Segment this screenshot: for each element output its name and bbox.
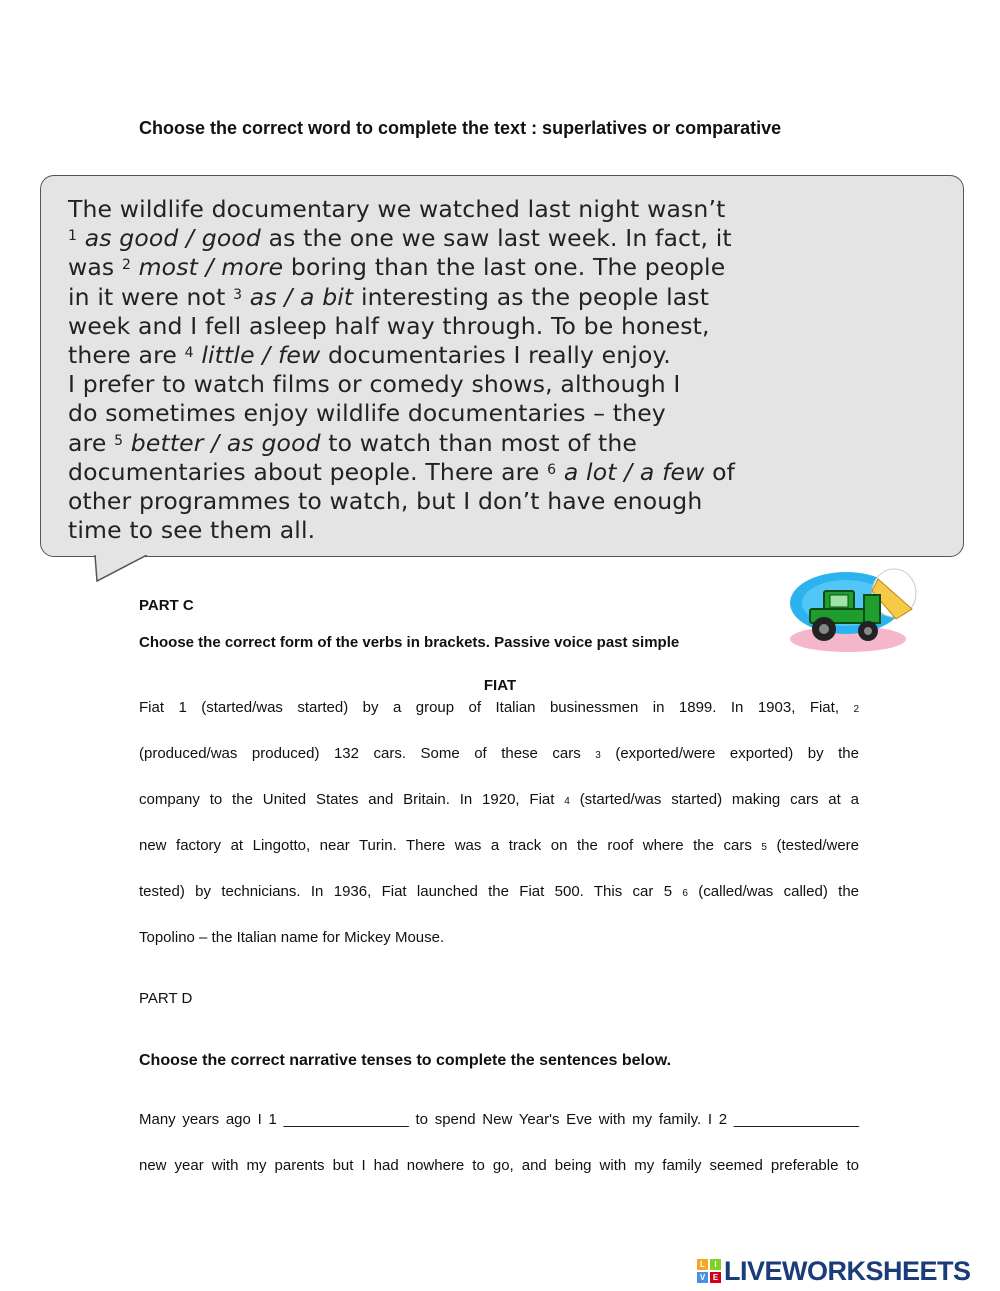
text-segment: to watch than most of the [328, 428, 637, 457]
gap-number: 3 [233, 286, 243, 303]
bubble-line [68, 341, 958, 370]
text-segment: other programmes to watch, but I don’t have enough [68, 487, 703, 516]
text-segment: are [68, 428, 107, 457]
bubble-text [68, 195, 958, 545]
gap-number: 5 [761, 842, 767, 853]
paragraph-line [139, 869, 859, 915]
speech-bubble-tail [92, 555, 152, 585]
text-segment: Fiat 1 (started/was started) by a group of Italian businessmen in 1899. In 1903, Fiat, [139, 699, 839, 716]
text-segment: do sometimes enjoy wildlife documentaries – they [68, 399, 666, 428]
bubble-line [68, 487, 958, 516]
paragraph-line: Many years ago I 1 _______________ to spend New Year's Eve with my family. I 2 _______________ [139, 1111, 859, 1128]
gap-number: 1 [68, 228, 78, 245]
text-segment: time to see them all. [68, 516, 316, 545]
gap-number: 4 [184, 345, 194, 362]
bubble-line [68, 224, 958, 253]
bubble-line [68, 283, 958, 312]
text-segment: of [712, 457, 736, 486]
logo-mark [697, 1259, 721, 1283]
top-instruction: Choose the correct word to complete the text : superlatives or comparative [139, 118, 782, 138]
fiat-title: FIAT [483, 677, 517, 694]
bubble-line [68, 458, 958, 487]
part-d-label: PART D [139, 990, 193, 1007]
paragraph-line [139, 777, 859, 823]
text-segment: I prefer to watch films or comedy shows, although I [68, 370, 681, 399]
text-segment: in it were not [68, 282, 226, 311]
paragraph-line [139, 915, 859, 961]
liveworksheets-logo [697, 1256, 971, 1286]
text-segment: documentaries about people. There are [68, 457, 540, 486]
text-segment: tested) by technicians. In 1936, Fiat launched the Fiat 500. This car 5 [139, 883, 673, 900]
part-c-label: PART C [139, 597, 194, 614]
choice-option[interactable]: a lot / a few [563, 457, 705, 486]
part-d-instruction: Choose the correct narrative tenses to complete the sentences below. [139, 1052, 672, 1069]
text-segment: documentaries I really enjoy. [328, 341, 671, 370]
paragraph-line [139, 731, 859, 777]
text-segment: company to the United States and Britain. In 1920, Fiat [139, 791, 555, 808]
gap-number: 5 [114, 432, 124, 449]
text-segment: as the one we saw last week. In fact, it [268, 224, 732, 253]
fiat-paragraph [139, 685, 859, 961]
text-segment: (exported/were exported) by the [615, 745, 859, 762]
part-c-instruction: Choose the correct form of the verbs in brackets. Passive voice past simple [139, 634, 680, 651]
bubble-line [68, 195, 958, 224]
choice-option[interactable]: as / a bit [249, 282, 354, 311]
choice-option[interactable]: most / more [138, 253, 284, 282]
bubble-line [68, 399, 958, 428]
gap-number: 2 [121, 257, 132, 274]
text-segment: (produced/was produced) 132 cars. Some of these cars [139, 745, 581, 762]
bubble-line [68, 253, 958, 282]
choice-option[interactable]: as good / good [84, 224, 261, 253]
text-segment: week and I fell asleep half way through. To be honest, [68, 311, 710, 340]
logo-block: E [710, 1272, 721, 1283]
logo-block: I [710, 1259, 721, 1270]
gap-number: 3 [595, 750, 601, 761]
bubble-line [68, 516, 958, 545]
paragraph-line [139, 685, 859, 731]
text-segment: there are [68, 341, 177, 370]
gap-number: 4 [564, 796, 570, 807]
text-segment: was [68, 253, 115, 282]
text-segment: (tested/were [776, 837, 860, 854]
bubble-line [68, 312, 958, 341]
paragraph-line: new year with my parents but I had nowhere to go, and being with my family seemed preferable to [139, 1157, 859, 1174]
gap-number: 6 [547, 461, 557, 478]
gap-number: 2 [853, 704, 860, 715]
tractor-illustration [788, 565, 920, 657]
text-segment: interesting as the people last [360, 282, 710, 311]
text-segment: (started/was started) making cars at a [579, 791, 859, 808]
text-segment: new factory at Lingotto, near Turin. There was a track on the roof where the cars [139, 837, 752, 854]
logo-block: V [697, 1272, 708, 1283]
choice-option[interactable]: better / as good [130, 428, 321, 457]
text-segment: The wildlife documentary we watched last night wasn’t [68, 195, 726, 223]
bubble-line [68, 370, 958, 399]
logo-text: LIVEWORKSHEETS [724, 1255, 971, 1286]
logo-block: L [697, 1259, 708, 1270]
text-segment: (called/was called) the [698, 883, 860, 900]
bubble-line [68, 429, 958, 458]
paragraph-line [139, 823, 859, 869]
choice-option[interactable]: little / few [201, 341, 321, 370]
gap-number: 6 [682, 888, 688, 899]
text-segment: Topolino – the Italian name for Mickey Mouse. [139, 929, 445, 946]
text-segment: boring than the last one. The people [290, 253, 726, 282]
part-d-paragraph [139, 1097, 859, 1189]
